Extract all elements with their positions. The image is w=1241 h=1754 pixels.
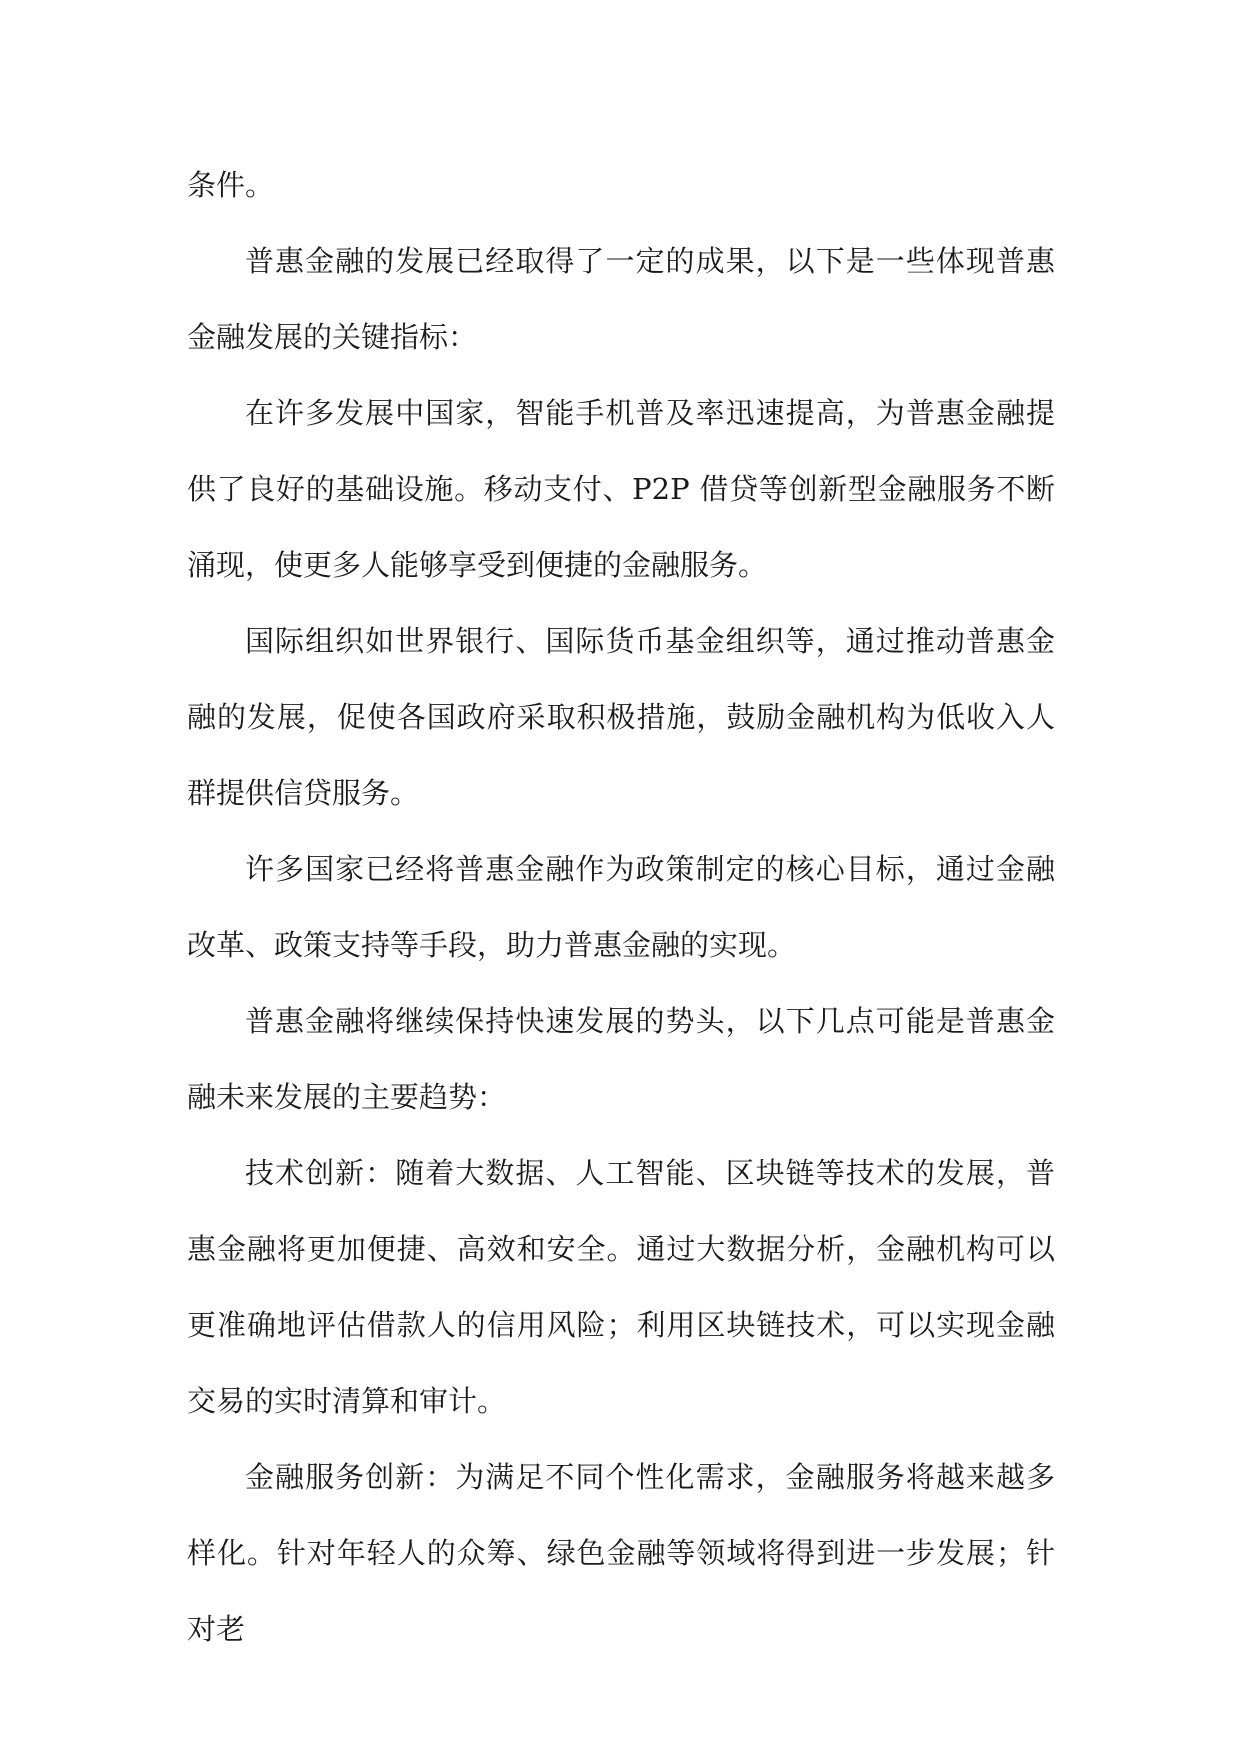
paragraph: 许多国家已经将普惠金融作为政策制定的核心目标，通过金融改革、政策支持等手段，助力普惠金融的实现。 <box>187 852 1055 962</box>
paragraph: 普惠金融将继续保持快速发展的势头，以下几点可能是普惠金融未来发展的主要趋势： <box>187 1004 1055 1114</box>
document-body <box>187 147 1055 1667</box>
paragraph: 条件。 <box>187 168 275 202</box>
paragraph: 普惠金融的发展已经取得了一定的成果，以下是一些体现普惠金融发展的关键指标： <box>187 244 1055 354</box>
paragraph: 在许多发展中国家，智能手机普及率迅速提高，为普惠金融提供了良好的基础设施。移动支付、P2P 借贷等创新型金融服务不断涌现，使更多人能够享受到便捷的金融服务。 <box>187 396 1055 582</box>
paragraph: 金融服务创新：为满足不同个性化需求，金融服务将越来越多样化。针对年轻人的众筹、绿色金融等领域将得到进一步发展；针对老 <box>187 1460 1055 1646</box>
paragraph: 国际组织如世界银行、国际货币基金组织等，通过推动普惠金融的发展，促使各国政府采取积极措施，鼓励金融机构为低收入人群提供信贷服务。 <box>187 624 1055 810</box>
paragraph: 技术创新：随着大数据、人工智能、区块链等技术的发展，普惠金融将更加便捷、高效和安全。通过大数据分析，金融机构可以更准确地评估借款人的信用风险；利用区块链技术，可以实现金融交易的实时清算和审计。 <box>187 1156 1055 1418</box>
